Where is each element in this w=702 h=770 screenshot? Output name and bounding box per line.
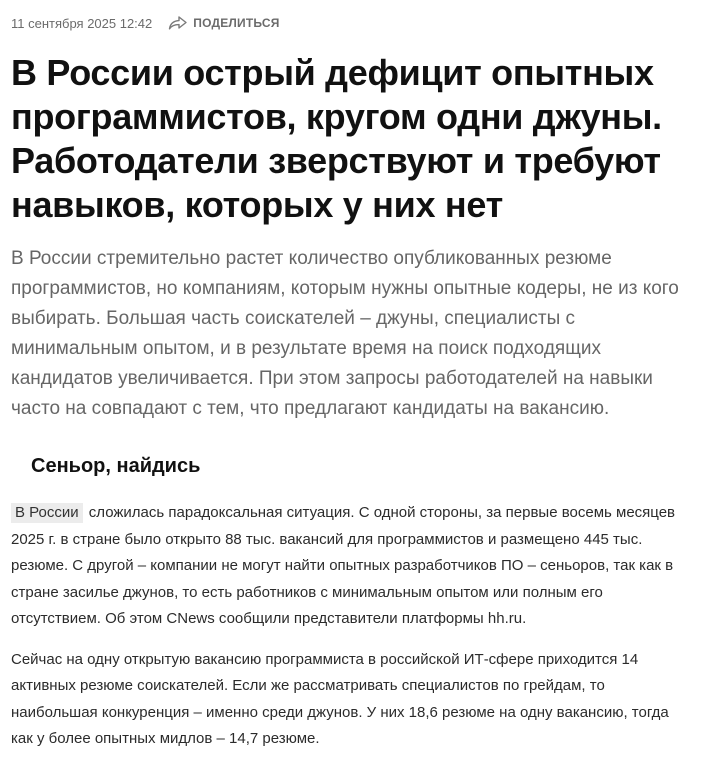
publish-date: 11 сентября 2025 12:42 bbox=[11, 15, 153, 31]
article-lead: В России стремительно растет количество опубликованных резюме программистов, но компаниям, которым нужны опытные кодеры, не из кого выбирать. Большая часть соискателей – джуны, специалисты с минимальным опытом, и в результате время на поиск подходящих кандидатов увеличивается. При этом запросы работодателей на навыки часто на совпадают с тем, что предлагают кандидаты на вакансию. bbox=[11, 248, 679, 419]
article-page bbox=[0, 12, 702, 770]
section-heading: Сеньор, найдись bbox=[31, 455, 201, 477]
article-meta bbox=[11, 12, 690, 34]
article-paragraph-1 bbox=[11, 500, 690, 633]
tag-link-russia[interactable]: В России bbox=[11, 503, 83, 523]
share-button[interactable] bbox=[168, 16, 279, 30]
article-title: В России острый дефицит опытных программистов, кругом одни джуны. Работодатели зверствуют и требуют навыков, которых у них нет bbox=[11, 52, 662, 225]
paragraph-1-text: сложилась парадоксальная ситуация. С одной стороны, за первые восемь месяцев 2025 г. в стране было открыто 88 тыс. вакансий для программистов и размещено 445 тыс. резюме. С другой – компании не могут найти опытных разработчиков ПО – сеньоров, так как в стране засилье джунов, то есть работников с минимальным опытом или полным его отсутствием. Об этом CNews сообщили представители платформы hh.ru. bbox=[11, 504, 676, 627]
share-label: ПОДЕЛИТЬСЯ bbox=[193, 16, 280, 30]
share-arrow-icon bbox=[168, 16, 188, 30]
article-paragraph-2: Сейчас на одну открытую вакансию программиста в российской ИТ-сфере приходится 14 активных резюме соискателей. Если же рассматривать специалистов по грейдам, то наибольшая конкуренция – именно среди джунов. У них 18,6 резюме на одну вакансию, тогда как у более опытных мидлов – 14,7 резюме. bbox=[11, 650, 669, 747]
